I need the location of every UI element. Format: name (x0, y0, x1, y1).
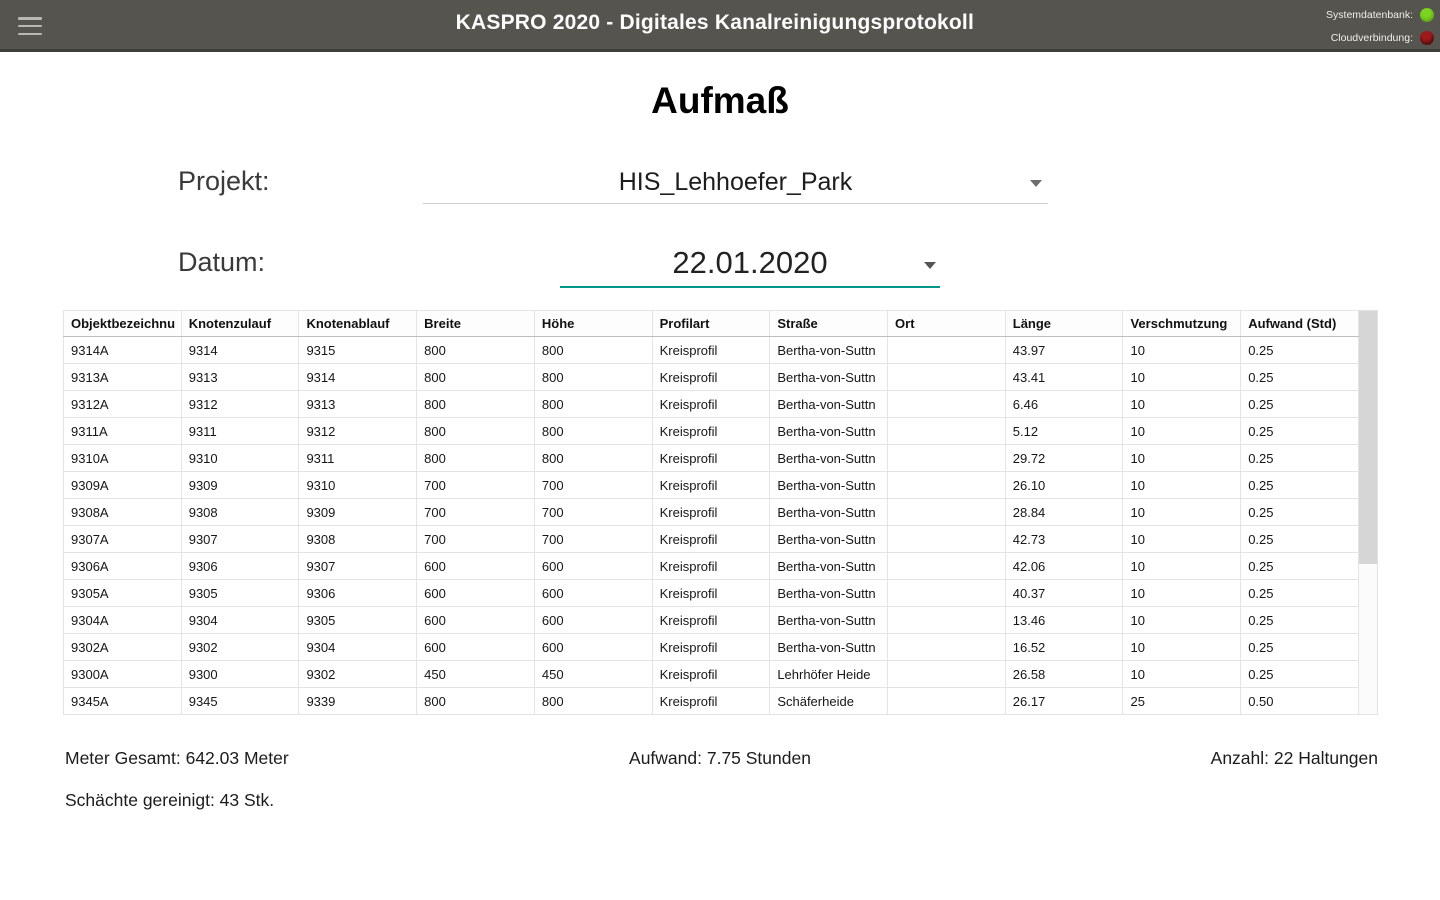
table-cell: 9314 (299, 364, 417, 391)
cloud-label: Cloudverbindung: (1330, 31, 1413, 44)
table-cell: 0.25 (1241, 445, 1359, 472)
column-header: Länge (1005, 311, 1123, 337)
table-cell: Kreisprofil (652, 418, 770, 445)
table-cell: Bertha-von-Suttn (770, 337, 888, 364)
table-cell: 9307 (299, 553, 417, 580)
table-cell: 26.58 (1005, 661, 1123, 688)
date-value: 22.01.2020 (672, 245, 828, 280)
table-cell: 0.25 (1241, 337, 1359, 364)
table-row[interactable] (64, 526, 1359, 553)
table-cell: 800 (534, 688, 652, 715)
table-cell: Kreisprofil (652, 391, 770, 418)
table-cell: 43.41 (1005, 364, 1123, 391)
summary-meters-total: Meter Gesamt: 642.03 Meter (65, 748, 289, 768)
table-cell: 10 (1123, 634, 1241, 661)
table-cell: 10 (1123, 526, 1241, 553)
table-cell: 9304 (181, 607, 299, 634)
chevron-down-icon (1030, 180, 1042, 187)
table-cell: 9310 (181, 445, 299, 472)
table-cell: 9306 (181, 553, 299, 580)
table-cell: 42.73 (1005, 526, 1123, 553)
table-cell: 800 (534, 391, 652, 418)
table-cell: 800 (417, 688, 535, 715)
table-cell: 600 (534, 580, 652, 607)
table-cell: 40.37 (1005, 580, 1123, 607)
table-cell: 9345A (64, 688, 182, 715)
measurement-table (63, 310, 1359, 715)
table-cell: 9309 (181, 472, 299, 499)
table-cell: 9312 (299, 418, 417, 445)
table-cell: Bertha-von-Suttn (770, 391, 888, 418)
table-cell: 0.25 (1241, 553, 1359, 580)
table-row[interactable] (64, 634, 1359, 661)
table-cell: 9314 (181, 337, 299, 364)
table-cell: 9305 (299, 607, 417, 634)
table-cell: 700 (417, 499, 535, 526)
table-cell: 800 (534, 364, 652, 391)
table-cell: Kreisprofil (652, 688, 770, 715)
table-cell: Schäferheide (770, 688, 888, 715)
column-header: Aufwand (Std) (1241, 311, 1359, 337)
table-cell: 9345 (181, 688, 299, 715)
date-label: Datum: (178, 247, 266, 277)
table-cell: 800 (417, 391, 535, 418)
table-cell: Kreisprofil (652, 607, 770, 634)
table-cell: 600 (534, 607, 652, 634)
table-cell: 9307 (181, 526, 299, 553)
table-cell: 9314A (64, 337, 182, 364)
summary-count: Anzahl: 22 Haltungen (1210, 748, 1378, 768)
table-cell (888, 580, 1006, 607)
table-cell: 9306 (299, 580, 417, 607)
table-cell: 9310A (64, 445, 182, 472)
table-cell: Kreisprofil (652, 580, 770, 607)
table-cell: Kreisprofil (652, 445, 770, 472)
table-cell: 9302 (181, 634, 299, 661)
app-title: KASPRO 2020 - Digitales Kanalreinigungsprotokoll (455, 10, 975, 34)
table-cell: 800 (417, 445, 535, 472)
table-cell: 0.25 (1241, 580, 1359, 607)
table-row[interactable] (64, 472, 1359, 499)
table-cell: 9304A (64, 607, 182, 634)
table-cell: 600 (534, 553, 652, 580)
table-cell: 0.25 (1241, 607, 1359, 634)
table-cell: 9302 (299, 661, 417, 688)
table-row[interactable] (64, 499, 1359, 526)
hamburger-icon (18, 17, 42, 20)
table-cell: Kreisprofil (652, 472, 770, 499)
table-cell: 9308 (181, 499, 299, 526)
table-cell: 10 (1123, 364, 1241, 391)
table-row[interactable] (64, 364, 1359, 391)
table-cell: 10 (1123, 580, 1241, 607)
table-cell: 9311 (181, 418, 299, 445)
table-cell: Kreisprofil (652, 526, 770, 553)
chevron-down-icon (924, 262, 936, 269)
column-header: Verschmutzung (1123, 311, 1241, 337)
table-scrollbar[interactable] (1359, 310, 1378, 715)
table-cell: 600 (417, 580, 535, 607)
column-header: Straße (770, 311, 888, 337)
table-cell: 9304 (299, 634, 417, 661)
table-cell (888, 661, 1006, 688)
table-cell: 10 (1123, 499, 1241, 526)
table-cell: 9311 (299, 445, 417, 472)
table-cell: 10 (1123, 391, 1241, 418)
table-cell: 42.06 (1005, 553, 1123, 580)
table-cell: Bertha-von-Suttn (770, 364, 888, 391)
table-cell: 700 (534, 472, 652, 499)
table-cell (888, 526, 1006, 553)
project-value: HIS_Lehhoefer_Park (618, 168, 853, 196)
table-cell: 9310 (299, 472, 417, 499)
table-cell: 25 (1123, 688, 1241, 715)
measurement-table-wrap (63, 310, 1378, 715)
table-row[interactable] (64, 445, 1359, 472)
table-cell: Bertha-von-Suttn (770, 499, 888, 526)
table-cell: 9305A (64, 580, 182, 607)
table-cell: 800 (417, 337, 535, 364)
column-header: Ort (888, 311, 1006, 337)
table-cell (888, 607, 1006, 634)
table-cell (888, 553, 1006, 580)
table-cell: 10 (1123, 607, 1241, 634)
table-cell: Bertha-von-Suttn (770, 634, 888, 661)
table-cell (888, 499, 1006, 526)
table-cell: 6.46 (1005, 391, 1123, 418)
table-cell: 16.52 (1005, 634, 1123, 661)
table-cell (888, 364, 1006, 391)
table-cell (888, 337, 1006, 364)
table-cell: 800 (534, 418, 652, 445)
table-cell: 9307A (64, 526, 182, 553)
table-cell: 700 (417, 472, 535, 499)
table-row[interactable] (64, 661, 1359, 688)
table-cell (888, 445, 1006, 472)
table-cell: Kreisprofil (652, 661, 770, 688)
table-header (64, 311, 1359, 337)
table-cell: 800 (534, 337, 652, 364)
table-cell: 700 (417, 526, 535, 553)
table-cell: 9309A (64, 472, 182, 499)
date-select[interactable] (560, 240, 940, 288)
table-row[interactable] (64, 337, 1359, 364)
systemdb-status-icon (1420, 8, 1434, 22)
table-cell (888, 688, 1006, 715)
table-cell: Bertha-von-Suttn (770, 607, 888, 634)
table-cell: 600 (534, 634, 652, 661)
table-cell: Kreisprofil (652, 337, 770, 364)
table-cell: 9312 (181, 391, 299, 418)
app-bar (0, 0, 1440, 52)
status-row-systemdb (1326, 3, 1434, 26)
table-cell: 9306A (64, 553, 182, 580)
table-cell: 10 (1123, 418, 1241, 445)
table-cell: 10 (1123, 553, 1241, 580)
table-cell: 800 (417, 418, 535, 445)
table-cell: 600 (417, 553, 535, 580)
table-cell (888, 472, 1006, 499)
table-cell: 9311A (64, 418, 182, 445)
table-cell: 450 (534, 661, 652, 688)
table-cell: 700 (534, 499, 652, 526)
column-header: Profilart (652, 311, 770, 337)
table-cell: 10 (1123, 661, 1241, 688)
table-cell: 9308A (64, 499, 182, 526)
table-row[interactable] (64, 553, 1359, 580)
summary-effort: Aufwand: 7.75 Stunden (629, 748, 811, 768)
table-cell: Bertha-von-Suttn (770, 445, 888, 472)
table-scrollbar-thumb[interactable] (1359, 311, 1377, 564)
table-cell: 0.25 (1241, 499, 1359, 526)
page-title: Aufmaß (651, 80, 789, 121)
table-cell: 0.25 (1241, 364, 1359, 391)
table-cell: 0.50 (1241, 688, 1359, 715)
table-cell: 9339 (299, 688, 417, 715)
table-cell: Bertha-von-Suttn (770, 472, 888, 499)
table-cell: 700 (534, 526, 652, 553)
table-cell: 5.12 (1005, 418, 1123, 445)
table-cell: 26.17 (1005, 688, 1123, 715)
table-cell: 9305 (181, 580, 299, 607)
table-row[interactable] (64, 688, 1359, 715)
table-cell: 43.97 (1005, 337, 1123, 364)
systemdb-label: Systemdatenbank: (1326, 8, 1413, 21)
table-cell: 0.25 (1241, 472, 1359, 499)
table-cell: 9313A (64, 364, 182, 391)
table-cell: 9313 (299, 391, 417, 418)
project-label: Projekt: (178, 166, 270, 196)
table-cell: Bertha-von-Suttn (770, 553, 888, 580)
column-header: Knotenablauf (299, 311, 417, 337)
column-header: Breite (417, 311, 535, 337)
table-cell: 0.25 (1241, 634, 1359, 661)
table-cell: 9312A (64, 391, 182, 418)
table-cell: 9315 (299, 337, 417, 364)
table-cell: 9309 (299, 499, 417, 526)
table-cell: 0.25 (1241, 391, 1359, 418)
table-cell: 26.10 (1005, 472, 1123, 499)
column-header: Objektbezeichnu (64, 311, 182, 337)
table-row[interactable] (64, 607, 1359, 634)
table-row[interactable] (64, 391, 1359, 418)
table-cell: 10 (1123, 445, 1241, 472)
table-cell: 9300 (181, 661, 299, 688)
table-cell: 600 (417, 607, 535, 634)
table-cell: Kreisprofil (652, 634, 770, 661)
table-cell: 800 (534, 445, 652, 472)
table-cell: Kreisprofil (652, 499, 770, 526)
table-cell: 13.46 (1005, 607, 1123, 634)
menu-button[interactable] (14, 13, 46, 39)
cloud-status-icon (1420, 31, 1434, 45)
table-cell: 9300A (64, 661, 182, 688)
status-row-cloud (1326, 26, 1434, 49)
table-cell: 9313 (181, 364, 299, 391)
column-header: Höhe (534, 311, 652, 337)
table-cell: Bertha-von-Suttn (770, 580, 888, 607)
status-block (1326, 3, 1434, 49)
project-select[interactable] (423, 160, 1048, 204)
table-cell: 800 (417, 364, 535, 391)
table-cell: Kreisprofil (652, 364, 770, 391)
table-cell: Lehrhöfer Heide (770, 661, 888, 688)
table-cell: 0.25 (1241, 418, 1359, 445)
table-cell (888, 634, 1006, 661)
table-cell: 9302A (64, 634, 182, 661)
table-cell: 10 (1123, 472, 1241, 499)
table-cell: Bertha-von-Suttn (770, 526, 888, 553)
table-cell (888, 418, 1006, 445)
table-cell: 450 (417, 661, 535, 688)
table-row[interactable] (64, 418, 1359, 445)
table-cell: 600 (417, 634, 535, 661)
table-cell: Kreisprofil (652, 553, 770, 580)
table-cell: 28.84 (1005, 499, 1123, 526)
column-header: Knotenzulauf (181, 311, 299, 337)
table-cell: 29.72 (1005, 445, 1123, 472)
table-cell: Bertha-von-Suttn (770, 418, 888, 445)
table-row[interactable] (64, 580, 1359, 607)
table-cell: 9308 (299, 526, 417, 553)
table-cell (888, 391, 1006, 418)
table-cell: 0.25 (1241, 526, 1359, 553)
table-cell: 0.25 (1241, 661, 1359, 688)
summary-shafts-cleaned: Schächte gereinigt: 43 Stk. (65, 790, 275, 810)
table-cell: 10 (1123, 337, 1241, 364)
